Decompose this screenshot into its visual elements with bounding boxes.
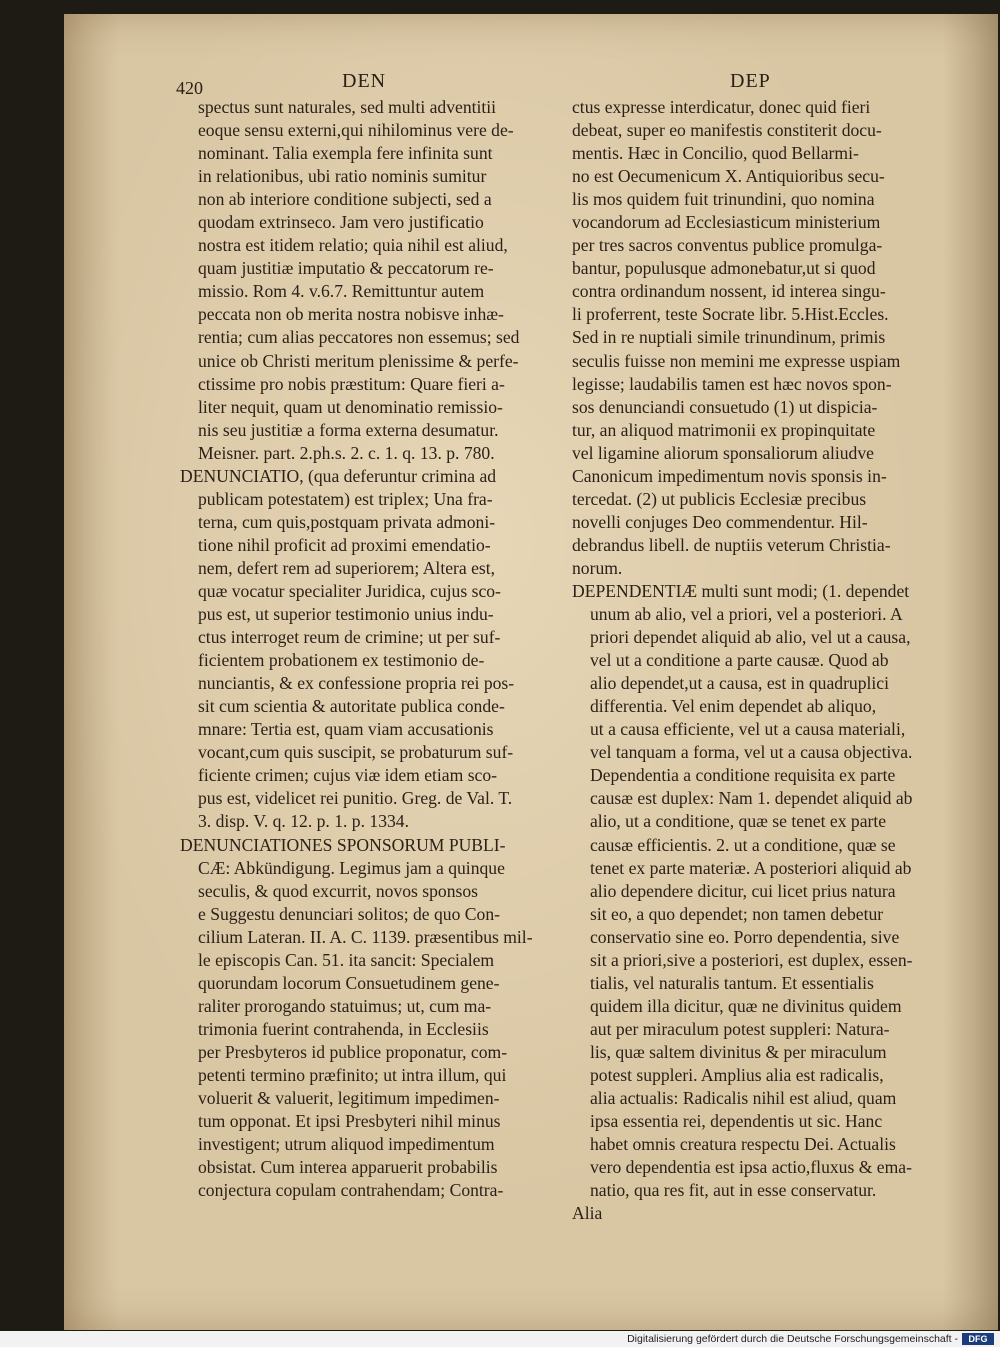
text-line: tione nihil proficit ad proximi emendatio- [198, 534, 491, 555]
text-line: 3. disp. V. q. 12. p. 1. p. 1334. [198, 811, 409, 832]
text-line: quidem illa dicitur, quæ ne divinitus quidem [590, 995, 902, 1016]
text-line: quorundam locorum Consuetudinem gene- [198, 972, 500, 993]
text-line: bantur, populusque admonebatur,ut si quod [572, 258, 876, 279]
text-line: Canonicum impedimentum novis sponsis in- [572, 465, 887, 486]
text-line: sit a priori,sive a posteriori, est duplex, essen- [590, 949, 913, 970]
text-line: ctus expresse interdicatur, donec quid fieri [572, 97, 871, 117]
text-line: e Suggestu denunciari solitos; de quo Con- [198, 903, 500, 924]
text-line: rentia; cum alias peccatores non essemus; sed [198, 327, 520, 348]
text-line: debrandus libell. de nuptiis veterum Christia- [572, 534, 891, 555]
text-line: quodam extrinseco. Jam vero justificatio [198, 212, 484, 233]
footer-bar [0, 1331, 1000, 1347]
text-line: natio, qua res fit, aut in esse conservatur. [590, 1180, 877, 1201]
text-line: per Presbyteros id publice proponatur, com- [198, 1041, 508, 1062]
text-line: Meisner. part. 2.ph.s. 2. c. 1. q. 13. p. 780. [198, 442, 495, 463]
text-line: vero dependentia est ipsa actio,fluxus & ema- [590, 1157, 912, 1178]
text-line: li proferrent, teste Socrate libr. 5.Hist.Eccles. [572, 304, 889, 325]
text-line: causæ efficientis. 2. ut a conditione, quæ se [590, 834, 896, 855]
text-line: norum. [572, 557, 623, 578]
text-line: causæ est duplex: Nam 1. dependet aliquid ab [590, 788, 913, 809]
text-line: obsistat. Cum interea apparuerit probabilis [198, 1157, 498, 1178]
text-line: spectus sunt naturales, sed multi adventitii [198, 97, 497, 117]
text-line: priori dependet aliquid ab alio, vel ut a causa, [590, 627, 911, 648]
text-line: nem, defert rem ad superiorem; Altera est, [198, 557, 496, 578]
text-line: vocandorum ad Ecclesiasticum ministerium [572, 212, 881, 233]
text-line: unum ab alio, vel a priori, vel a posteriori. A [590, 604, 903, 625]
text-line: DENUNCIATIO, (qua deferuntur crimina ad [180, 465, 497, 486]
text-line: legisse; laudabilis tamen est hæc novos spon- [572, 373, 892, 394]
page-number: 420 [176, 78, 203, 98]
text-line: CÆ: Abkündigung. Legimus jam a quinque [198, 857, 505, 878]
text-line: tum opponat. Et ipsi Presbyteri nihil minus [198, 1111, 501, 1132]
text-line: nostra est itidem relatio; quia nihil est aliud, [198, 235, 508, 256]
text-line: vel tanquam a forma, vel ut a causa objectiva. [590, 742, 913, 763]
text-line: Sed in re nuptiali simile trinundinum, primis [572, 327, 886, 348]
text-line: ctissime pro nobis præstitum: Quare fieri a- [198, 373, 505, 394]
text-line: alia actualis: Radicalis nihil est aliud, quam [590, 1088, 897, 1109]
text-line: alio, ut a conditione, quæ se tenet ex parte [590, 811, 887, 832]
text-line: lis, quæ saltem divinitus & per miraculum [590, 1041, 887, 1062]
text-line: pus est, ut superior testimonio unius indu- [198, 604, 494, 625]
running-head-left: DEN [342, 70, 387, 92]
text-line: non ab interiore conditione subjecti, sed a [198, 189, 492, 210]
text-line: vel ligamine aliorum sponsaliorum aliudve [572, 442, 874, 463]
text-line: sos denunciandi consuetudo (1) ut dispicia- [572, 396, 878, 417]
text-line: tialis, vel naturalis tantum. Et essentialis [590, 972, 874, 993]
text-line: DEPENDENTIÆ multi sunt modi; (1. dependet [572, 580, 910, 601]
text-line: alio dependet,ut a causa, est in quadruplici [590, 673, 889, 694]
text-line: alio dependere dicitur, cui licet prius natura [590, 880, 896, 901]
text-line: no est Oecumenicum X. Antiquioribus secu- [572, 166, 885, 187]
text-line: ut a causa efficiente, vel ut a causa materiali, [590, 719, 906, 740]
text-line: quæ vocatur specialiter Juridica, cujus sco- [198, 580, 501, 601]
text-line: nunciantis, & ex confessione propria rei pos- [198, 673, 515, 694]
text-line: sit cum scientia & autoritate publica conde- [198, 696, 505, 717]
text-line: conjectura copulam contrahendam; Contra- [198, 1180, 504, 1201]
text-line: in relationibus, ubi ratio nominis sumitur [198, 166, 487, 187]
text-line: vel ut a conditione a parte causæ. Quod ab [590, 650, 889, 671]
text-line: sit eo, a quo dependet; non tamen debetur [590, 903, 884, 924]
text-line: nominant. Talia exempla fere infinita sunt [198, 143, 493, 164]
text-line: mentis. Hæc in Concilio, quod Bellarmi- [572, 143, 859, 164]
text-line: petenti termino præfinito; ut intra illum, qui [198, 1064, 507, 1085]
text-line: liter nequit, quam ut denominatio remissio- [198, 396, 503, 417]
footer-credit: Digitalisierung gefördert durch die Deutsche Forschungsgemeinschaft - [627, 1333, 958, 1345]
text-line: Dependentia a conditione requisita ex parte [590, 765, 896, 786]
text-line: habet omnis creatura respectu Dei. Actualis [590, 1134, 896, 1155]
text-line: debeat, super eo manifestis constiterit docu- [572, 120, 882, 141]
text-line: seculis fuisse non memini me expresse uspiam [572, 350, 901, 371]
text-line: DENUNCIATIONES SPONSORUM PUBLI- [180, 834, 506, 855]
text-line: vocant,cum quis suscipit, se probaturum suf- [198, 742, 514, 763]
text-line: le episcopis Can. 51. ita sancit: Specialem [198, 949, 495, 970]
text-line: pus est, videlicet rei punitio. Greg. de Val. T. [198, 788, 513, 809]
right-text-column [572, 96, 964, 1225]
text-line: eoque sensu externi,qui nihilominus vere de- [198, 120, 514, 141]
text-line: lis mos quidem fuit trinundini, quo nomina [572, 189, 875, 210]
text-line: novelli conjuges Deo commendentur. Hil- [572, 511, 868, 532]
text-line: ipsa essentia rei, dependentis ut sic. Hanc [590, 1111, 883, 1132]
text-line: ficientem probationem ex testimonio de- [198, 650, 485, 671]
text-line: missio. Rom 4. v.6.7. Remittuntur autem [198, 281, 485, 302]
text-line: terna, cum quis,postquam privata admoni- [198, 511, 496, 532]
dfg-logo: DFG [962, 1333, 994, 1345]
left-text-column [180, 96, 555, 1202]
text-line: per tres sacros conventus publice promulga- [572, 235, 883, 256]
text-line: voluerit & valuerit, legitimum impedimen- [198, 1088, 500, 1109]
text-line: unice ob Christi meritum plenissime & perfe- [198, 350, 519, 371]
text-line: potest suppleri. Amplius alia est radicalis, [590, 1064, 884, 1085]
text-line: publicam potestatem) est triplex; Una fra- [198, 488, 493, 509]
text-line: ficiente crimen; cujus viæ idem etiam sco- [198, 765, 497, 786]
text-line: differentia. Vel enim dependet ab aliquo, [590, 696, 877, 717]
text-line: cilium Lateran. II. A. C. 1139. præsentibus mil- [198, 926, 533, 947]
running-head-right: DEP [730, 70, 771, 92]
text-line: nis seu justitiæ a forma externa desumatur. [198, 419, 499, 440]
text-line: tenet ex parte materiæ. A posteriori aliquid ab [590, 857, 912, 878]
text-line: seculis, & quod excurrit, novos sponsos [198, 880, 479, 901]
text-line: tercedat. (2) ut publicis Ecclesiæ precibus [572, 488, 867, 509]
text-line: raliter prorogando statuimus; ut, cum ma- [198, 995, 492, 1016]
text-line: aut per miraculum potest suppleri: Natura- [590, 1018, 890, 1039]
text-line: ctus interroget reum de crimine; ut per suf- [198, 627, 501, 648]
text-line: tur, an aliquod matrimonii ex propinquitate [572, 419, 876, 440]
text-line: contra ordinandum nossent, id interea singu- [572, 281, 886, 302]
text-line: investigent; utrum aliquod impedimentum [198, 1134, 495, 1155]
text-line: quam justitiæ imputatio & peccatorum re- [198, 258, 494, 279]
text-line: peccata non ob merita nostra nobisve inhæ- [198, 304, 504, 325]
text-line: trimonia fuerint contrahenda, in Ecclesiis [198, 1018, 489, 1039]
text-line: mnare: Tertia est, quam viam accusationis [198, 719, 494, 740]
text-line: Alia [572, 1203, 603, 1224]
text-line: conservatio sine eo. Porro dependentia, sive [590, 926, 900, 947]
